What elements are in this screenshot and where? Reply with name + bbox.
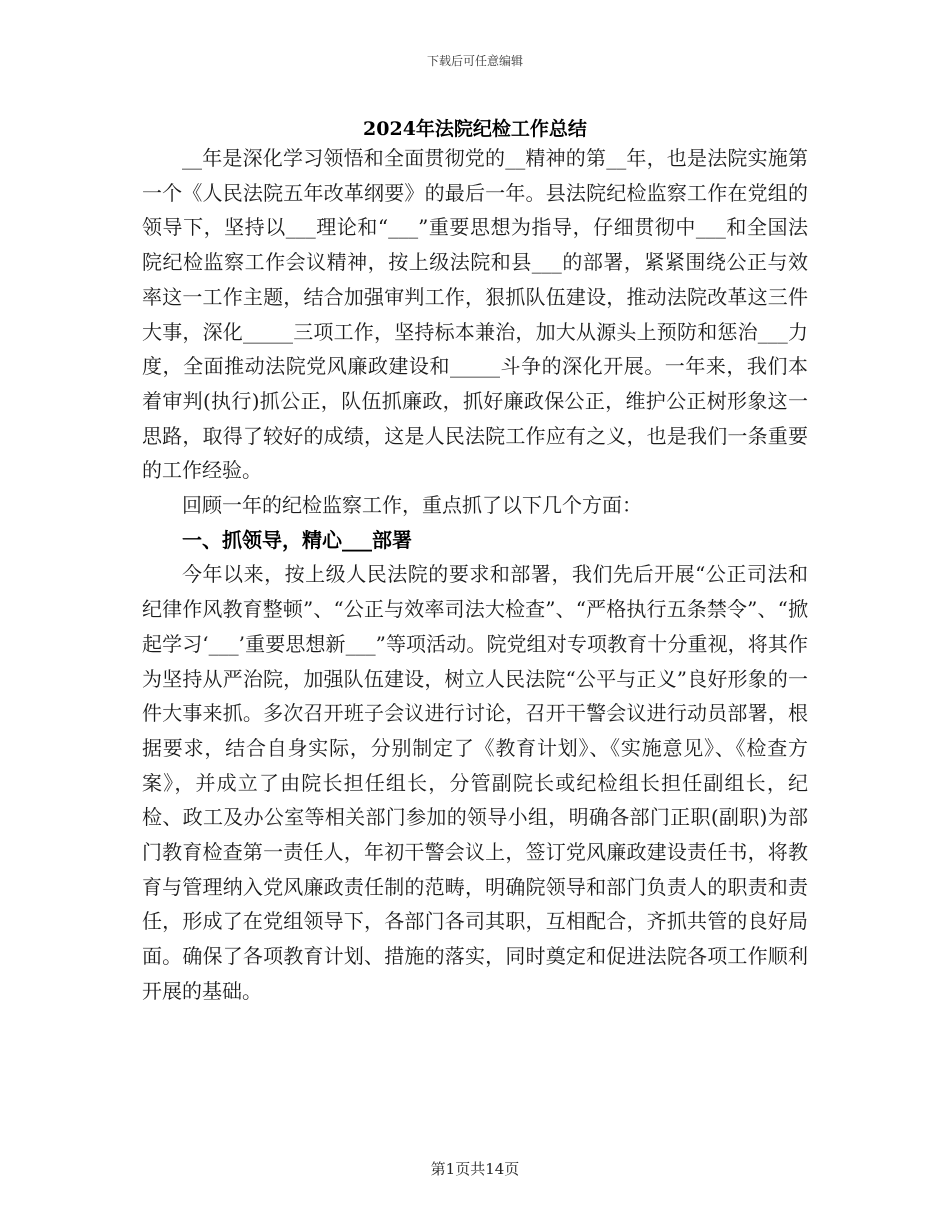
header-note: 下载后可任意编辑 [426,54,523,68]
section-heading-1: 一、抓领导，精心___部署 [182,527,412,552]
document-title: 2024年法院纪检工作总结 [363,118,587,140]
page-footer: 第1页共14页 [430,1160,520,1178]
paragraph-review: 回顾一年的纪检监察工作，重点抓了以下几个方面： [182,493,642,518]
document-body [142,141,808,1009]
paragraph-intro: __年是深化学习领悟和全面贯彻党的__精神的第__年，也是法院实施第一个《人民法院五年改革纲要》的最后一年。县法院纪检监察工作在党组的领导下，坚持以___理论和“___”重要思想为指导，仔细贯彻中___和全国法院纪检监察工作会议精神，按上级法院和县___的部署，紧紧围绕公正与效率这一工作主题，结合加强审判工作，狠抓队伍建设，推动法院改革这三件大事，深化_____三项工作，坚持标本兼治，加大从源头上预防和惩治___力度，全面推动法院党风廉政建设和_____斗争的深化开展。一年来，我们本着审判(执行)抓公正，队伍抓廉政，抓好廉政保公正，维护公正树形象这一思路，取得了较好的成绩，这是人民法院工作应有之义，也是我们一条重要的工作经验。 [142,146,808,483]
paragraph-section-1: 今年以来，按上级人民法院的要求和部署，我们先后开展“公正司法和纪律作风教育整顿”、“公正与效率司法大检查”、“严格执行五条禁令”、“掀起学习‘___’重要思想新___”等项活动。院党组对专项教育十分重视，将其作为坚持从严治院，加强队伍建设，树立人民法院“公平与正义”良好形象的一件大事来抓。多次召开班子会议进行讨论，召开干警会议进行动员部署，根据要求，结合自身实际，分别制定了《教育计划》、《实施意见》、《检查方案》，并成立了由院长担任组长，分管副院长或纪检组长担任副组长，纪检、政工及办公室等相关部门参加的领导小组，明确各部门正职(副职)为部门教育检查第一责任人，年初干警会议上，签订党风廉政建设责任书，将教育与管理纳入党风廉政责任制的范畴，明确院领导和部门负责人的职责和责任，形成了在党组领导下，各部门各司其职，互相配合，齐抓共管的良好局面。确保了各项教育计划、措施的落实，同时奠定和促进法院各项工作顺利开展的基础。 [142,562,808,1003]
